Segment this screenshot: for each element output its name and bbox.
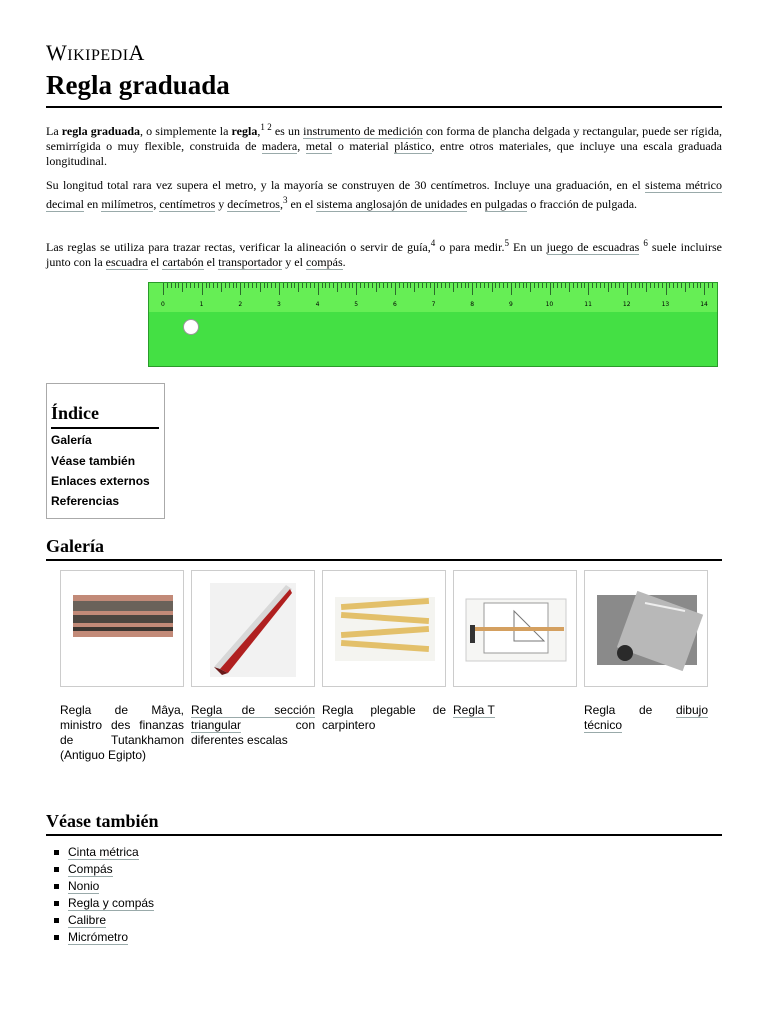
- ruler-tick: [689, 283, 690, 288]
- link-regla-t[interactable]: Regla T: [453, 703, 495, 717]
- link-metal[interactable]: metal: [305, 139, 333, 153]
- ruler-tick: [669, 283, 670, 288]
- ruler-tick-label: 1: [199, 301, 204, 308]
- ruler-tick: [422, 283, 423, 288]
- folding-ruler-photo: [323, 571, 445, 686]
- ruler-tick: [546, 283, 547, 288]
- ruler-tick: [236, 283, 237, 288]
- ruler-tick: [407, 283, 408, 288]
- section-heading-galeria: Galería: [46, 536, 104, 556]
- ruler-tick-label: 0: [161, 301, 165, 308]
- ruler-tick: [666, 283, 667, 295]
- ruler-hole: [183, 319, 199, 335]
- ruler-tick: [414, 283, 415, 292]
- ruler-tick: [476, 283, 477, 288]
- gallery-thumb-2[interactable]: [191, 570, 315, 687]
- ruler-tick-label: 2: [238, 301, 243, 308]
- ruler-tick: [453, 283, 454, 292]
- ruler-tick: [376, 283, 377, 292]
- ruler-tick: [291, 283, 292, 288]
- ref-6[interactable]: 6: [643, 238, 648, 248]
- ruler-tick-label: 3: [276, 301, 281, 308]
- ref-3[interactable]: 3: [282, 195, 288, 205]
- title-rule: [46, 106, 722, 108]
- toc-title: Índice: [51, 403, 100, 423]
- intro-paragraph-2: Su longitud total rara vez supera el metro, y la mayoría se construyen de 30 centímetros. Incluye una graduación, en el sistema métrico decimal en milímetros, centímetros y decímetros,$^3$ en el sistema anglosajón de unidades en pulgadas o fracción de pulgada.: [46, 178, 722, 211]
- ruler-tick: [279, 283, 280, 295]
- ruler-tick: [492, 283, 493, 292]
- ruler-tick: [186, 283, 187, 288]
- ruler-tick: [495, 283, 496, 288]
- egyptian-ruler-photo: [61, 571, 183, 686]
- ruler-tick: [519, 283, 520, 288]
- gallery-caption-2: Regla de sección triangular con diferentes escalas: [191, 703, 315, 747]
- ruler-tick: [198, 283, 199, 288]
- ruler-tick: [646, 283, 647, 292]
- ruler-tick: [322, 283, 323, 288]
- link-milimetros[interactable]: milímetros: [101, 197, 154, 211]
- toc-rule: [51, 427, 159, 429]
- ruler-tick: [658, 283, 659, 288]
- link-compas-2[interactable]: Compás: [68, 862, 113, 876]
- ruler-tick: [298, 283, 299, 292]
- ruler-tick: [472, 283, 473, 295]
- link-cartabon[interactable]: cartabón: [162, 255, 204, 269]
- link-pulgadas[interactable]: pulgadas: [484, 197, 528, 211]
- ruler-tick: [368, 283, 369, 288]
- ruler-tick: [403, 283, 404, 288]
- ruler-tick: [329, 283, 330, 288]
- gallery-thumb-3[interactable]: [322, 570, 446, 687]
- ruler-tick: [615, 283, 616, 288]
- ruler-tick: [202, 283, 203, 295]
- ruler-tick: [441, 283, 442, 288]
- ruler-tick: [213, 283, 214, 288]
- ruler-tick: [379, 283, 380, 288]
- ruler-tick: [565, 283, 566, 288]
- wikipedia-wordmark[interactable]: [46, 40, 145, 66]
- ruler-tick: [588, 283, 589, 295]
- ruler-tick: [457, 283, 458, 288]
- ruler-tick: [167, 283, 168, 288]
- toc-item-galeria[interactable]: Galería: [51, 433, 92, 447]
- ruler-tick: [364, 283, 365, 288]
- ruler-tick: [611, 283, 612, 288]
- ruler-tick: [573, 283, 574, 288]
- ruler-tick: [372, 283, 373, 288]
- list-item: [54, 878, 154, 895]
- ruler-tick: [352, 283, 353, 288]
- ruler-tick: [325, 283, 326, 288]
- ruler-tick: [171, 283, 172, 288]
- gallery-caption-1: Regla de Mâya, ministro des finanzas de Tutankhamon (Antiguo Egipto): [60, 703, 184, 762]
- ruler-tick: [538, 283, 539, 288]
- ruler-tick-label: 7: [431, 301, 436, 308]
- ref-5[interactable]: 5: [504, 238, 509, 248]
- ruler-tick: [437, 283, 438, 288]
- ruler-tick: [569, 283, 570, 292]
- see-also-list: [54, 844, 154, 946]
- ruler-tick: [267, 283, 268, 288]
- ruler-tick: [349, 283, 350, 288]
- ruler-tick-label: 5: [354, 301, 359, 308]
- ruler-tick: [693, 283, 694, 288]
- ruler-tick: [700, 283, 701, 288]
- ruler-tick: [581, 283, 582, 288]
- ruler-tick: [225, 283, 226, 288]
- list-item: [54, 895, 154, 912]
- ruler-tick: [639, 283, 640, 288]
- ruler-tick: [275, 283, 276, 288]
- technical-drawing-photo: [585, 571, 707, 686]
- ruler-tick: [608, 283, 609, 292]
- ruler-tick: [387, 283, 388, 288]
- ruler-tick: [468, 283, 469, 288]
- ruler-tick: [584, 283, 585, 288]
- ruler-tick: [399, 283, 400, 288]
- list-item: [54, 861, 154, 878]
- triangular-ruler-photo: [192, 571, 314, 686]
- ruler-tick: [600, 283, 601, 288]
- ruler-tick: [194, 283, 195, 288]
- ruler-tick-label: 10: [545, 301, 554, 308]
- ruler-tick: [233, 283, 234, 288]
- ruler-tick: [163, 283, 164, 295]
- section-heading-vease-tambien: Véase también: [46, 811, 159, 831]
- ruler-tick: [252, 283, 253, 288]
- ruler-tick: [511, 283, 512, 295]
- toc-item-enlaces-externos[interactable]: Enlaces externos: [51, 474, 150, 488]
- ruler-tick-label: 14: [700, 301, 708, 308]
- ruler-tick: [561, 283, 562, 288]
- list-item: [54, 929, 154, 946]
- ruler-tick: [217, 283, 218, 288]
- ruler-tick: [642, 283, 643, 288]
- link-transportador[interactable]: transportador: [218, 255, 283, 269]
- ruler-tick: [685, 283, 686, 292]
- ruler-tick: [650, 283, 651, 288]
- ruler-tick: [708, 283, 709, 288]
- ruler-tick: [631, 283, 632, 288]
- ruler-tick: [604, 283, 605, 288]
- ruler-tick: [542, 283, 543, 288]
- ruler-tick: [461, 283, 462, 288]
- ruler-tick: [681, 283, 682, 288]
- ruler-tick: [190, 283, 191, 288]
- link-instrumento[interactable]: instrumento de medición: [303, 124, 423, 138]
- ruler-tick: [596, 283, 597, 288]
- list-item: [54, 912, 154, 929]
- ruler-tick: [712, 283, 713, 288]
- ruler-tick: [480, 283, 481, 288]
- ruler-tick-label: 11: [584, 301, 592, 308]
- ruler-tick: [635, 283, 636, 288]
- link-plastico[interactable]: plástico: [394, 139, 432, 153]
- ruler-tick: [244, 283, 245, 288]
- ruler-tick: [577, 283, 578, 288]
- ref-1-2[interactable]: 1 2: [260, 122, 272, 132]
- link-decimetros[interactable]: decímetros: [227, 197, 280, 211]
- link-escuadra[interactable]: escuadra: [105, 255, 148, 269]
- link-micrometro[interactable]: Micrómetro: [68, 930, 129, 944]
- ruler-tick: [697, 283, 698, 288]
- ruler-tick: [391, 283, 392, 288]
- ruler-tick: [209, 283, 210, 288]
- ruler-tick: [264, 283, 265, 288]
- gallery-thumb-1[interactable]: [60, 570, 184, 687]
- gallery-caption-5: Regla de dibujo técnico: [584, 703, 708, 732]
- ruler-tick: [410, 283, 411, 288]
- ruler-tick: [383, 283, 384, 288]
- ruler-tick: [434, 283, 435, 295]
- ruler-tick: [503, 283, 504, 288]
- ruler-tick: [182, 283, 183, 292]
- ruler-tick: [550, 283, 551, 295]
- ref-4[interactable]: 4: [430, 238, 436, 248]
- link-regla-y-compas[interactable]: Regla y compás: [68, 896, 155, 910]
- ruler-tick: [592, 283, 593, 288]
- ruler-tick-label: 4: [315, 301, 320, 308]
- ruler-tick: [465, 283, 466, 288]
- ruler-tick: [248, 283, 249, 288]
- ruler-tick-label: 12: [622, 301, 631, 308]
- section-rule-galeria: [46, 559, 722, 561]
- ruler-tick: [294, 283, 295, 288]
- ruler-tick: [507, 283, 508, 288]
- ruler-tick: [345, 283, 346, 288]
- ruler-tick: [430, 283, 431, 288]
- t-square-photo: [454, 571, 576, 686]
- ruler-tick: [360, 283, 361, 288]
- ruler-tick: [526, 283, 527, 288]
- ruler-tick: [484, 283, 485, 288]
- link-compas[interactable]: compás: [305, 255, 343, 269]
- ruler-tick: [314, 283, 315, 288]
- gallery-thumb-5[interactable]: [584, 570, 708, 687]
- ruler-tick: [283, 283, 284, 288]
- ruler-tick: [654, 283, 655, 288]
- ruler-tick: [221, 283, 222, 292]
- ruler-tick: [557, 283, 558, 288]
- ruler-tick: [341, 283, 342, 288]
- wordmark-w: W: [46, 40, 68, 65]
- ruler-tick: [260, 283, 261, 292]
- intro-paragraph-3: Las reglas se utiliza para trazar rectas, verificar la alineación o servir de guía,$^4$ o para medir.$^5$ En un juego de escuadras $^6$ suele incluirse junto con la escuadra el cartabón el transportador y el compás.: [46, 238, 722, 269]
- ruler-tick: [318, 283, 319, 295]
- ruler-tick: [677, 283, 678, 288]
- ruler-tick: [302, 283, 303, 288]
- ruler-tick: [623, 283, 624, 288]
- link-nonio[interactable]: Nonio: [68, 879, 100, 893]
- ruler-tick: [704, 283, 705, 295]
- ruler-tick-label: 13: [661, 301, 670, 308]
- section-rule-vease-tambien: [46, 834, 722, 836]
- link-dibujo-tecnico[interactable]: dibujo técnico: [584, 703, 708, 732]
- ruler-tick: [426, 283, 427, 288]
- ruler-tick: [449, 283, 450, 288]
- ruler-tick: [395, 283, 396, 295]
- ruler-tick-label: 6: [392, 301, 397, 308]
- ruler-tick-label: 8: [470, 301, 475, 308]
- wordmark-a: A: [128, 40, 145, 65]
- gallery-caption-4: [453, 703, 577, 718]
- ruler-tick: [271, 283, 272, 288]
- ruler-tick: [530, 283, 531, 292]
- ruler-tick-label: 9: [508, 301, 513, 308]
- list-item: [54, 844, 154, 861]
- ruler-tick: [178, 283, 179, 288]
- ruler-tick: [333, 283, 334, 288]
- ruler-tick: [499, 283, 500, 288]
- link-centimetros[interactable]: centímetros: [159, 197, 216, 211]
- link-cinta-metrica[interactable]: Cinta métrica: [68, 845, 139, 859]
- ruler-tick: [534, 283, 535, 288]
- gallery-thumb-4[interactable]: [453, 570, 577, 687]
- link-calibre[interactable]: Calibre: [68, 913, 107, 927]
- ruler-tick: [337, 283, 338, 292]
- ruler-tick: [287, 283, 288, 288]
- ruler-tick: [662, 283, 663, 288]
- ruler-tick: [310, 283, 311, 288]
- ruler-tick: [306, 283, 307, 288]
- ruler-tick: [553, 283, 554, 288]
- toc-item-referencias[interactable]: Referencias: [51, 494, 120, 508]
- link-juego-escuadras[interactable]: juego de escuadras: [546, 240, 640, 254]
- ruler-tick: [175, 283, 176, 288]
- ruler-tick: [206, 283, 207, 288]
- ruler-tick: [229, 283, 230, 288]
- ruler-tick: [240, 283, 241, 295]
- gallery-caption-3: Regla plegable de carpintero: [322, 703, 446, 732]
- ruler-tick: [515, 283, 516, 288]
- ruler-tick: [619, 283, 620, 288]
- ruler-tick: [356, 283, 357, 295]
- wordmark-middle: IKIPEDI: [67, 47, 129, 64]
- ruler-tick: [673, 283, 674, 288]
- ruler-tick: [418, 283, 419, 288]
- intro-paragraph-1: La regla graduada, o simplemente la regla,$^{1 2}$ es un instrumento de medición con forma de plancha delgada y rectangular, puede ser rígida, semirrígida o muy flexible, construida de madera, metal o material plástico, entre otros materiales, que incluye una escala graduada longitudinal.: [46, 122, 723, 168]
- ruler-tick: [445, 283, 446, 288]
- link-sistema-anglosajon[interactable]: sistema anglosajón de unidades: [316, 197, 468, 211]
- link-regla-seccion-triangular[interactable]: Regla de sección triangular: [191, 703, 315, 732]
- ruler-tick: [627, 283, 628, 295]
- page-title: Regla graduada: [46, 70, 230, 100]
- link-sistema-metrico[interactable]: sistema métrico decimal: [46, 178, 722, 211]
- ruler-tick: [256, 283, 257, 288]
- ruler-tick: [523, 283, 524, 288]
- toc-item-vease-tambien[interactable]: Véase también: [51, 454, 136, 468]
- ruler-tick: [488, 283, 489, 288]
- link-madera[interactable]: madera: [261, 139, 298, 153]
